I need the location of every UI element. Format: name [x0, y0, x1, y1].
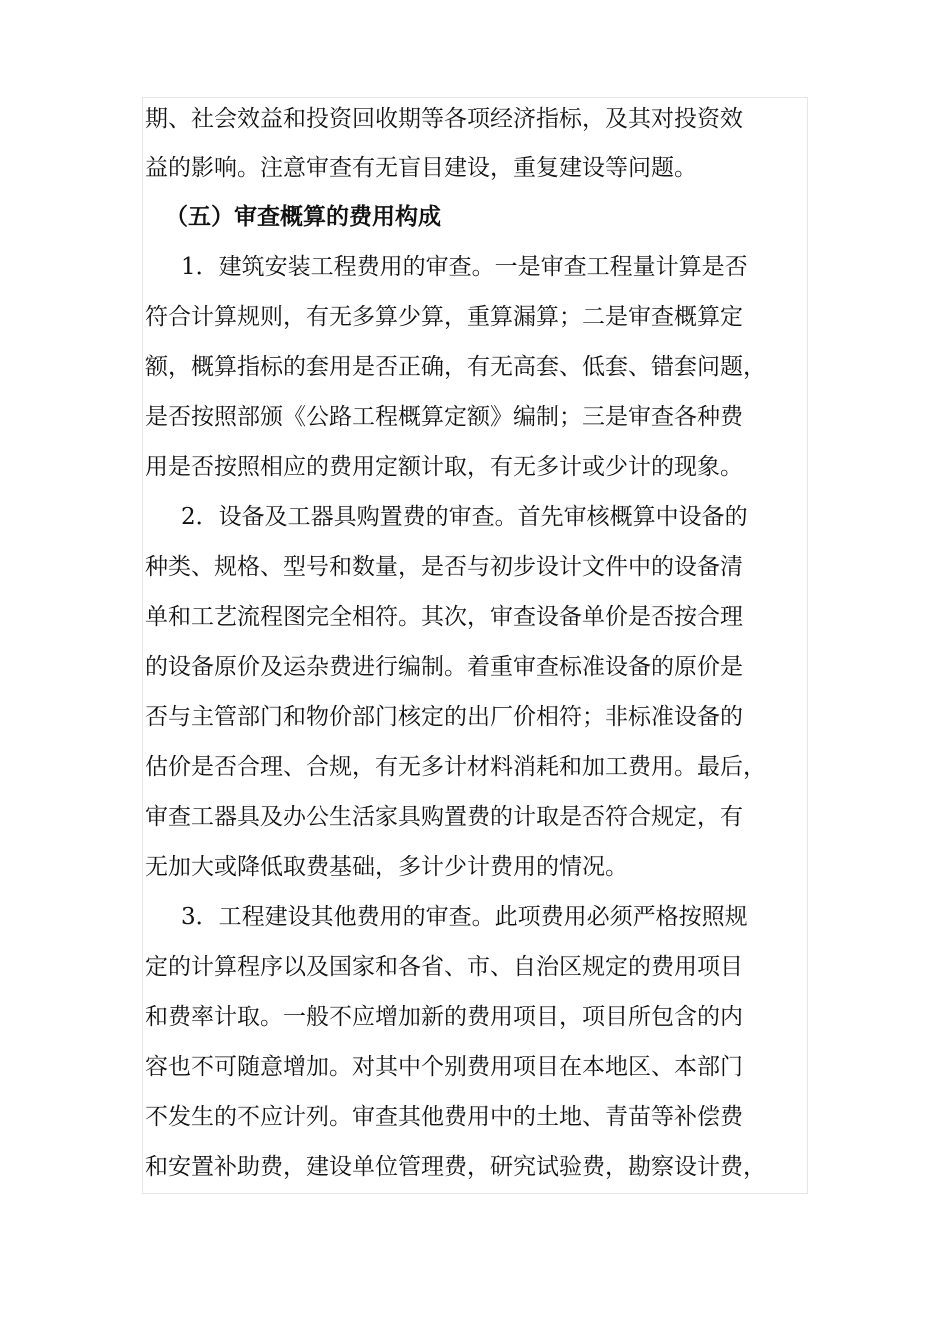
body-text-line: 估价是否合理、合规，有无多计材料消耗和加工费用。最后，	[145, 754, 766, 780]
body-text-line: 额，概算指标的套用是否正确，有无高套、低套、错套问题，	[145, 354, 766, 380]
body-text-line: 期、社会效益和投资回收期等各项经济指标，及其对投资效	[145, 106, 743, 132]
body-text-line: 不发生的不应计列。审查其他费用中的土地、青苗等补偿费	[145, 1104, 743, 1130]
body-text-line: 无加大或降低取费基础，多计少计费用的情况。	[145, 854, 628, 880]
body-text-line: 种类、规格、型号和数量，是否与初步设计文件中的设备清	[145, 554, 743, 580]
body-text-line: 是否按照部颁《公路工程概算定额》编制；三是审查各种费	[145, 404, 743, 430]
body-text-line: 益的影响。注意审查有无盲目建设，重复建设等问题。	[145, 155, 697, 181]
body-text-line: 的设备原价及运杂费进行编制。着重审查标准设备的原价是	[145, 654, 743, 680]
body-text-line: 定的计算程序以及国家和各省、市、自治区规定的费用项目	[145, 954, 743, 980]
body-text-line: 和费率计取。一般不应增加新的费用项目，项目所包含的内	[145, 1004, 743, 1030]
paragraph-start-line: 2．设备及工器具购置费的审查。首先审核概算中设备的	[181, 504, 748, 530]
body-text-line: 否与主管部门和物价部门核定的出厂价相符；非标准设备的	[145, 704, 743, 730]
body-text-line: 审查工器具及办公生活家具购置费的计取是否符合规定，有	[145, 804, 743, 830]
body-text-line: 和安置补助费，建设单位管理费，研究试验费，勘察设计费，	[145, 1154, 766, 1180]
body-text-line: 符合计算规则，有无多算少算，重算漏算；二是审查概算定	[145, 304, 743, 330]
body-text-line: 单和工艺流程图完全相符。其次，审查设备单价是否按合理	[145, 604, 743, 630]
body-text-line: 用是否按照相应的费用定额计取，有无多计或少计的现象。	[145, 454, 743, 480]
paragraph-start-line: 1．建筑安装工程费用的审查。一是审查工程量计算是否	[181, 254, 748, 280]
body-text-line: 容也不可随意增加。对其中个别费用项目在本地区、本部门	[145, 1054, 743, 1080]
paragraph-start-line: 3．工程建设其他费用的审查。此项费用必须严格按照规	[181, 904, 748, 930]
section-heading: （五）审查概算的费用构成	[165, 204, 441, 230]
